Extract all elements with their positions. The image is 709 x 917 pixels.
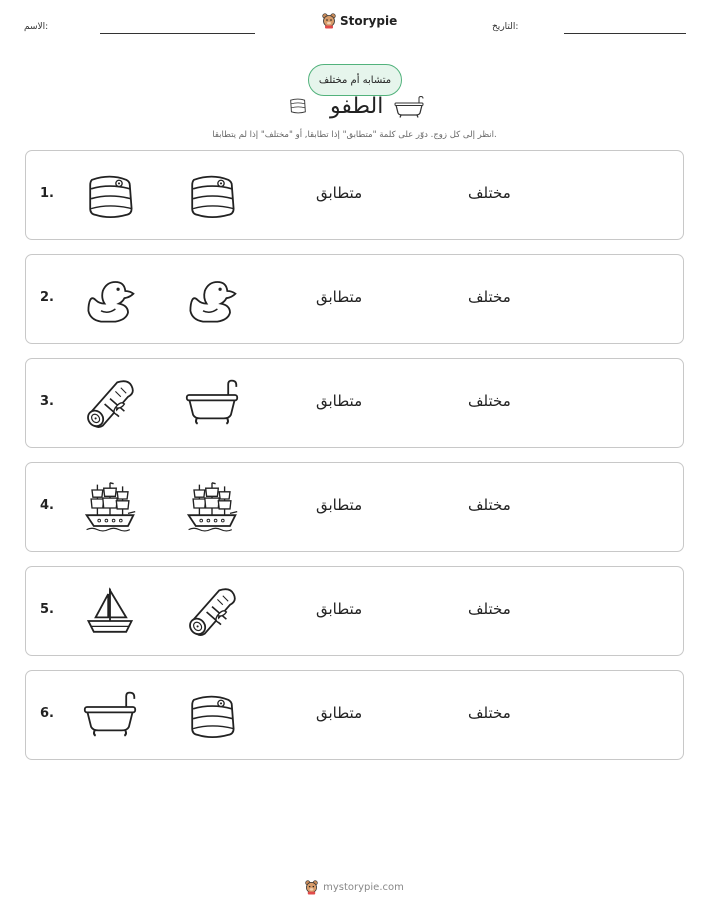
different-option[interactable]: مختلف	[468, 184, 511, 202]
row-number: 3.	[40, 394, 54, 409]
armband-icon	[287, 95, 309, 117]
row-number: 2.	[40, 290, 54, 305]
name-label: الاسم:	[24, 22, 49, 32]
row-number: 4.	[40, 498, 54, 513]
different-option[interactable]: مختلف	[468, 496, 511, 514]
different-option[interactable]: مختلف	[468, 704, 511, 722]
same-option[interactable]: متطابق	[316, 496, 363, 514]
armband-icon	[184, 169, 240, 223]
logo-text: Storypie	[340, 14, 398, 28]
rubber-duck-icon	[82, 273, 138, 327]
log-icon	[82, 377, 138, 431]
pair-row-5	[25, 566, 684, 656]
worksheet-type-badge	[308, 64, 402, 96]
date-label: التاريخ:	[492, 22, 519, 32]
name-line[interactable]	[100, 33, 255, 34]
different-option[interactable]: مختلف	[468, 288, 511, 306]
row-number: 1.	[40, 186, 54, 201]
bathtub-icon	[184, 377, 240, 431]
pair-row-3	[25, 358, 684, 448]
ship-icon	[82, 481, 138, 535]
same-option[interactable]: متطابق	[316, 184, 363, 202]
different-option[interactable]: مختلف	[468, 392, 511, 410]
same-option[interactable]: متطابق	[316, 392, 363, 410]
same-option[interactable]: متطابق	[316, 600, 363, 618]
sailboat-icon	[82, 585, 138, 639]
same-option[interactable]: متطابق	[316, 288, 363, 306]
badge-text: متشابه أم مختلف	[318, 74, 392, 86]
ship-icon	[184, 481, 240, 535]
storypie-logo	[322, 13, 397, 29]
instructions: انظر إلى كل زوج. دوّر على كلمة "متطابق" إذا تطابقا, أو "مختلف" إذا لم يتطابقا.	[212, 130, 497, 140]
same-option[interactable]: متطابق	[316, 704, 363, 722]
armband-icon	[82, 169, 138, 223]
pair-row-6	[25, 670, 684, 760]
date-line[interactable]	[564, 33, 686, 34]
title-row	[0, 93, 709, 127]
different-option[interactable]: مختلف	[468, 600, 511, 618]
pair-row-4	[25, 462, 684, 552]
footer	[0, 880, 709, 895]
row-number: 5.	[40, 602, 54, 617]
rubber-duck-icon	[184, 273, 240, 327]
bear-icon	[322, 13, 336, 29]
footer-site-link[interactable]: mystorypie.com	[323, 882, 404, 893]
armband-icon	[184, 689, 240, 743]
pair-row-2	[25, 254, 684, 344]
row-number: 6.	[40, 706, 54, 721]
bathtub-icon	[82, 689, 138, 743]
page-title: الطفو	[330, 94, 384, 119]
bear-icon	[305, 880, 318, 895]
log-icon	[184, 585, 240, 639]
pair-row-1	[25, 150, 684, 240]
bathtub-icon	[394, 96, 424, 118]
